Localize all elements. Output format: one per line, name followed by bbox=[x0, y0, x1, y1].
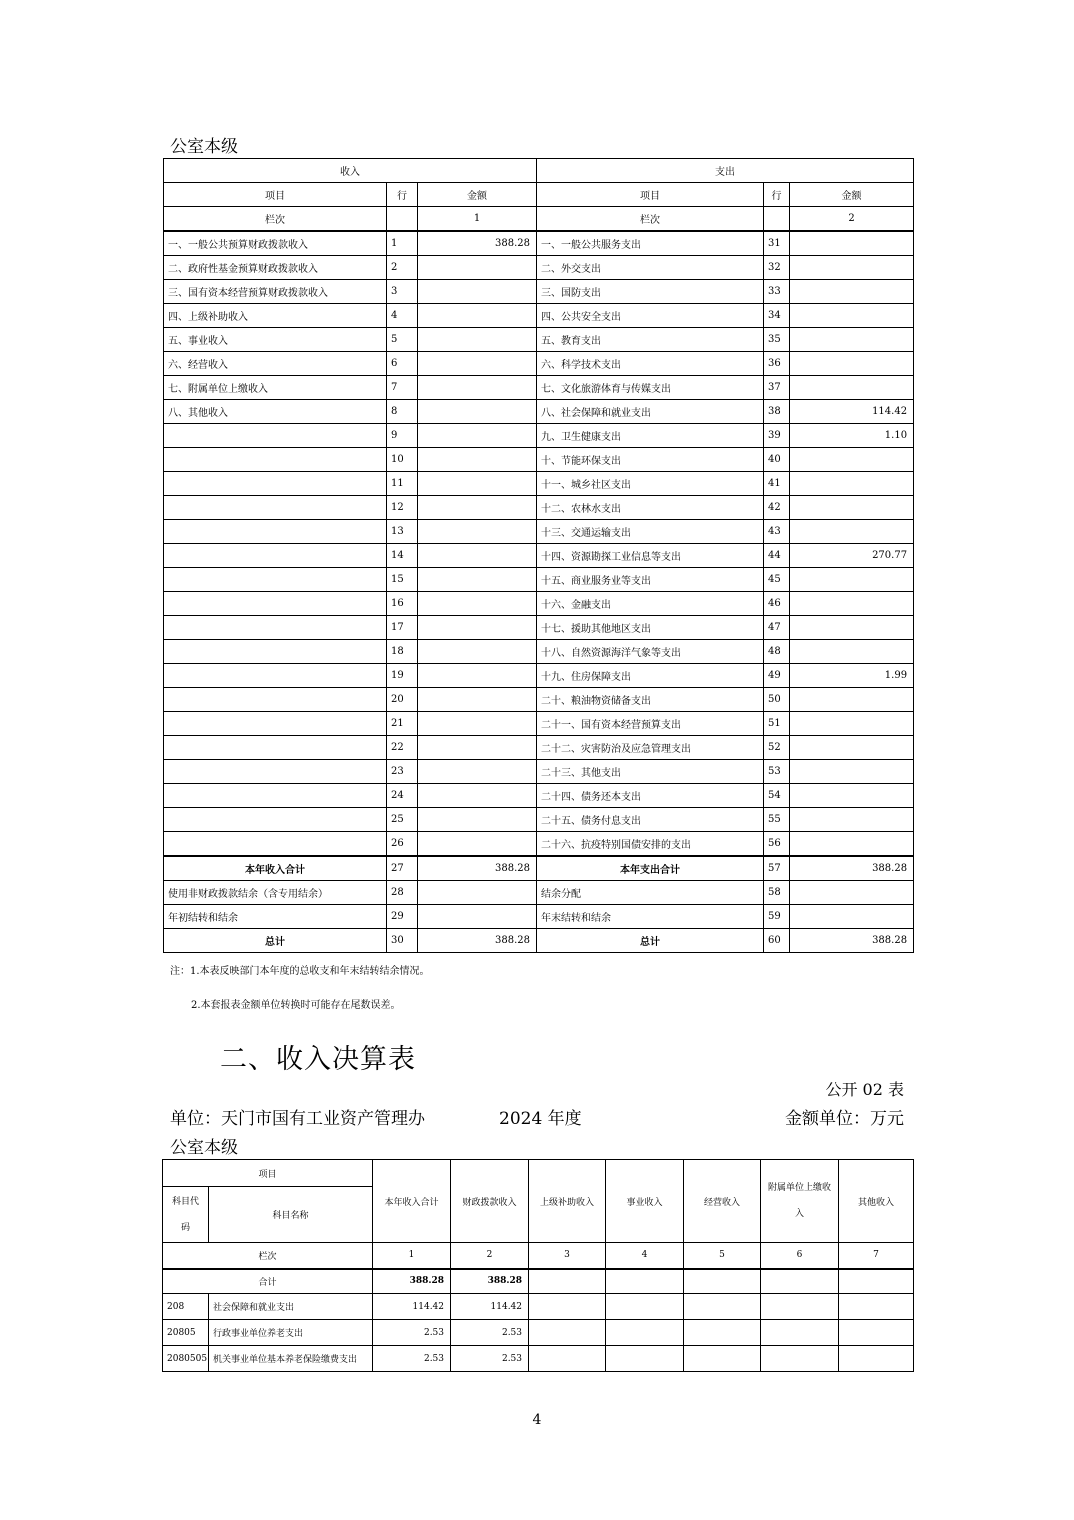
expense-amount bbox=[790, 280, 914, 304]
income-amount bbox=[418, 256, 537, 280]
income-row-no: 23 bbox=[387, 760, 418, 784]
table-row bbox=[164, 280, 914, 304]
expense-amount bbox=[790, 832, 914, 857]
table-row bbox=[164, 496, 914, 520]
table-row bbox=[164, 400, 914, 424]
income-row-no: 12 bbox=[387, 496, 418, 520]
expense-item: 九、卫生健康支出 bbox=[537, 424, 764, 448]
expense-item: 年末结转和结余 bbox=[537, 905, 764, 929]
income-item bbox=[164, 784, 387, 808]
income-item bbox=[164, 760, 387, 784]
income-amount bbox=[418, 832, 537, 857]
income-amount bbox=[418, 616, 537, 640]
table-row bbox=[164, 640, 914, 664]
expense-item: 十一、城乡社区支出 bbox=[537, 472, 764, 496]
income-item bbox=[164, 712, 387, 736]
income-amount: 388.28 bbox=[418, 856, 537, 881]
expense-row-no: 34 bbox=[764, 304, 790, 328]
income-col-row: 行 bbox=[387, 183, 418, 207]
table-row bbox=[164, 808, 914, 832]
expense-amount bbox=[790, 520, 914, 544]
expense-row-no: 39 bbox=[764, 424, 790, 448]
expense-row-no: 48 bbox=[764, 640, 790, 664]
amount-cell bbox=[529, 1294, 606, 1320]
amount-cell bbox=[761, 1320, 839, 1346]
expense-amount: 114.42 bbox=[790, 400, 914, 424]
expense-row-no: 36 bbox=[764, 352, 790, 376]
expense-row-no: 46 bbox=[764, 592, 790, 616]
t2-total-value bbox=[606, 1269, 684, 1294]
income-amount bbox=[418, 688, 537, 712]
income-item: 总计 bbox=[164, 929, 387, 953]
t2-header-item: 项目 bbox=[163, 1160, 373, 1187]
income-amount bbox=[418, 760, 537, 784]
expense-row-no: 49 bbox=[764, 664, 790, 688]
table-row bbox=[164, 520, 914, 544]
amount-cell bbox=[606, 1320, 684, 1346]
expense-item: 二十、粮油物资储备支出 bbox=[537, 688, 764, 712]
income-item bbox=[164, 568, 387, 592]
expense-col-row: 行 bbox=[764, 183, 790, 207]
table-row bbox=[164, 712, 914, 736]
expense-item: 十三、交通运输支出 bbox=[537, 520, 764, 544]
expense-amount bbox=[790, 616, 914, 640]
amount-cell bbox=[529, 1346, 606, 1372]
income-amount bbox=[418, 544, 537, 568]
t2-col-total: 本年收入合计 bbox=[373, 1160, 451, 1243]
amount-cell bbox=[684, 1320, 761, 1346]
expense-item: 八、社会保障和就业支出 bbox=[537, 400, 764, 424]
income-item: 二、政府性基金预算财政拨款收入 bbox=[164, 256, 387, 280]
t2-total-value bbox=[761, 1269, 839, 1294]
amount-cell bbox=[839, 1320, 914, 1346]
income-amount bbox=[418, 520, 537, 544]
t2-col-num: 5 bbox=[684, 1243, 761, 1269]
table-row bbox=[163, 1294, 914, 1320]
income-row-no: 17 bbox=[387, 616, 418, 640]
income-row-no: 9 bbox=[387, 424, 418, 448]
table-row bbox=[164, 256, 914, 280]
expense-amount bbox=[790, 760, 914, 784]
income-amount bbox=[418, 712, 537, 736]
income-row-no: 7 bbox=[387, 376, 418, 400]
amount-cell: 114.42 bbox=[451, 1294, 529, 1320]
income-amount bbox=[418, 496, 537, 520]
income-row-no: 3 bbox=[387, 280, 418, 304]
income-item: 本年收入合计 bbox=[164, 856, 387, 881]
expense-row-no: 59 bbox=[764, 905, 790, 929]
expense-item: 六、科学技术支出 bbox=[537, 352, 764, 376]
amount-cell bbox=[684, 1346, 761, 1372]
expense-amount bbox=[790, 472, 914, 496]
expense-lanci-label: 栏次 bbox=[537, 207, 764, 232]
subject-name: 机关事业单位基本养老保险缴费支出 bbox=[209, 1346, 373, 1372]
expense-amount: 270.77 bbox=[790, 544, 914, 568]
income-amount: 388.28 bbox=[418, 929, 537, 953]
income-amount bbox=[418, 424, 537, 448]
amount-cell: 2.53 bbox=[451, 1346, 529, 1372]
expense-row-no: 33 bbox=[764, 280, 790, 304]
table-row bbox=[164, 905, 914, 929]
expense-item: 四、公共安全支出 bbox=[537, 304, 764, 328]
amount-cell bbox=[529, 1320, 606, 1346]
income-item bbox=[164, 592, 387, 616]
money-unit: 金额单位：万元 bbox=[785, 1109, 904, 1129]
t2-col-num: 3 bbox=[529, 1243, 606, 1269]
expense-item: 二十六、抗疫特别国债安排的支出 bbox=[537, 832, 764, 857]
amount-cell bbox=[761, 1294, 839, 1320]
income-row-no: 6 bbox=[387, 352, 418, 376]
table-row bbox=[164, 376, 914, 400]
expense-row-no: 40 bbox=[764, 448, 790, 472]
table-row bbox=[164, 760, 914, 784]
expense-amount bbox=[790, 640, 914, 664]
income-item bbox=[164, 808, 387, 832]
expense-amount bbox=[790, 328, 914, 352]
expense-lanci-row bbox=[764, 207, 790, 232]
t2-total-value bbox=[839, 1269, 914, 1294]
table-row bbox=[164, 784, 914, 808]
expense-amount bbox=[790, 592, 914, 616]
expense-row-no: 57 bbox=[764, 856, 790, 881]
expense-row-no: 35 bbox=[764, 328, 790, 352]
table-row bbox=[164, 568, 914, 592]
expense-amount bbox=[790, 712, 914, 736]
expense-item: 三、国防支出 bbox=[537, 280, 764, 304]
unit-label: 单位：天门市国有工业资产管理办 bbox=[170, 1109, 425, 1129]
expense-item: 结余分配 bbox=[537, 881, 764, 905]
income-lanci-row bbox=[387, 207, 418, 232]
income-item bbox=[164, 688, 387, 712]
income-amount bbox=[418, 808, 537, 832]
income-item: 四、上级补助收入 bbox=[164, 304, 387, 328]
expense-item: 一、一般公共服务支出 bbox=[537, 231, 764, 256]
table-row bbox=[164, 592, 914, 616]
t2-header-code-line1: 科目代 bbox=[171, 1196, 199, 1207]
income-amount bbox=[418, 881, 537, 905]
expense-item: 十六、金融支出 bbox=[537, 592, 764, 616]
expense-row-no: 42 bbox=[764, 496, 790, 520]
income-item bbox=[164, 448, 387, 472]
income-header: 收入 bbox=[164, 159, 537, 183]
income-row-no: 4 bbox=[387, 304, 418, 328]
income-item: 三、国有资本经营预算财政拨款收入 bbox=[164, 280, 387, 304]
income-item bbox=[164, 736, 387, 760]
expense-item: 二十四、债务还本支出 bbox=[537, 784, 764, 808]
expense-amount bbox=[790, 376, 914, 400]
income-amount: 388.28 bbox=[418, 231, 537, 256]
expense-row-no: 47 bbox=[764, 616, 790, 640]
income-row-no: 20 bbox=[387, 688, 418, 712]
expense-col-amount: 金额 bbox=[790, 183, 914, 207]
t2-total-value bbox=[529, 1269, 606, 1294]
expense-item: 总计 bbox=[537, 929, 764, 953]
expense-item: 二十二、灾害防治及应急管理支出 bbox=[537, 736, 764, 760]
expense-amount bbox=[790, 352, 914, 376]
note-1: 注：1.本表反映部门本年度的总收支和年末结转结余情况。 bbox=[170, 966, 430, 977]
expense-amount bbox=[790, 304, 914, 328]
table-row bbox=[163, 1346, 914, 1372]
income-amount bbox=[418, 400, 537, 424]
income-amount bbox=[418, 328, 537, 352]
expense-amount bbox=[790, 496, 914, 520]
income-item bbox=[164, 832, 387, 857]
t2-col-superior: 上级补助收入 bbox=[529, 1160, 606, 1243]
subject-code: 208 bbox=[163, 1294, 209, 1320]
expense-item: 十五、商业服务业等支出 bbox=[537, 568, 764, 592]
table-row bbox=[164, 856, 914, 881]
note-2: 2.本套报表金额单位转换时可能存在尾数误差。 bbox=[191, 1000, 401, 1011]
unit-continuation: 公室本级 bbox=[170, 137, 238, 157]
expense-item: 二十一、国有资本经营预算支出 bbox=[537, 712, 764, 736]
income-row-no: 29 bbox=[387, 905, 418, 929]
expense-item: 十四、资源勘探工业信息等支出 bbox=[537, 544, 764, 568]
expense-item: 二十五、债务付息支出 bbox=[537, 808, 764, 832]
expense-row-no: 52 bbox=[764, 736, 790, 760]
expense-amount bbox=[790, 881, 914, 905]
expense-row-no: 45 bbox=[764, 568, 790, 592]
expense-amount: 388.28 bbox=[790, 929, 914, 953]
expense-amount bbox=[790, 808, 914, 832]
income-amount bbox=[418, 472, 537, 496]
expense-amount bbox=[790, 448, 914, 472]
unit-continuation-2: 公室本级 bbox=[170, 1138, 238, 1158]
income-col-item: 项目 bbox=[164, 183, 387, 207]
expense-row-no: 41 bbox=[764, 472, 790, 496]
expense-item: 五、教育支出 bbox=[537, 328, 764, 352]
income-row-no: 25 bbox=[387, 808, 418, 832]
income-item: 八、其他收入 bbox=[164, 400, 387, 424]
income-amount bbox=[418, 736, 537, 760]
expense-row-no: 53 bbox=[764, 760, 790, 784]
expense-row-no: 54 bbox=[764, 784, 790, 808]
expense-item: 本年支出合计 bbox=[537, 856, 764, 881]
t2-total-label: 合计 bbox=[163, 1269, 373, 1294]
expense-item: 十九、住房保障支出 bbox=[537, 664, 764, 688]
t2-col-other: 其他收入 bbox=[839, 1160, 914, 1243]
expense-amount bbox=[790, 256, 914, 280]
table-row bbox=[164, 616, 914, 640]
income-row-no: 22 bbox=[387, 736, 418, 760]
income-row-no: 26 bbox=[387, 832, 418, 857]
table-row bbox=[164, 832, 914, 857]
expense-row-no: 37 bbox=[764, 376, 790, 400]
expense-item: 二十三、其他支出 bbox=[537, 760, 764, 784]
income-row-no: 13 bbox=[387, 520, 418, 544]
income-item bbox=[164, 424, 387, 448]
income-row-no: 8 bbox=[387, 400, 418, 424]
income-item bbox=[164, 544, 387, 568]
expense-lanci-no: 2 bbox=[790, 207, 914, 232]
form-code: 公开 02 表 bbox=[825, 1080, 904, 1099]
t2-col-num: 6 bbox=[761, 1243, 839, 1269]
income-item: 五、事业收入 bbox=[164, 328, 387, 352]
income-amount bbox=[418, 448, 537, 472]
subject-code: 2080505 bbox=[163, 1346, 209, 1372]
income-row-no: 18 bbox=[387, 640, 418, 664]
expense-row-no: 44 bbox=[764, 544, 790, 568]
table-row bbox=[164, 929, 914, 953]
expense-row-no: 58 bbox=[764, 881, 790, 905]
income-item bbox=[164, 616, 387, 640]
income-amount bbox=[418, 568, 537, 592]
income-amount bbox=[418, 664, 537, 688]
expense-row-no: 56 bbox=[764, 832, 790, 857]
expense-amount: 388.28 bbox=[790, 856, 914, 881]
income-item bbox=[164, 664, 387, 688]
amount-cell bbox=[761, 1346, 839, 1372]
table-row bbox=[164, 304, 914, 328]
expense-row-no: 32 bbox=[764, 256, 790, 280]
subject-name: 社会保障和就业支出 bbox=[209, 1294, 373, 1320]
income-amount bbox=[418, 352, 537, 376]
expense-item: 十八、自然资源海洋气象等支出 bbox=[537, 640, 764, 664]
income-item bbox=[164, 640, 387, 664]
expense-amount bbox=[790, 688, 914, 712]
t2-header-code-line2: 码 bbox=[180, 1222, 190, 1233]
expense-amount bbox=[790, 784, 914, 808]
income-row-no: 28 bbox=[387, 881, 418, 905]
report-year: 2024 年度 bbox=[499, 1109, 582, 1129]
income-row-no: 16 bbox=[387, 592, 418, 616]
t2-col-affiliated-line2: 入 bbox=[795, 1209, 805, 1219]
expense-item: 二、外交支出 bbox=[537, 256, 764, 280]
income-amount bbox=[418, 784, 537, 808]
income-amount bbox=[418, 640, 537, 664]
income-item: 六、经营收入 bbox=[164, 352, 387, 376]
income-amount bbox=[418, 280, 537, 304]
income-amount bbox=[418, 304, 537, 328]
income-item: 七、附属单位上缴收入 bbox=[164, 376, 387, 400]
expense-row-no: 31 bbox=[764, 231, 790, 256]
income-row-no: 1 bbox=[387, 231, 418, 256]
t2-total-value: 388.28 bbox=[373, 1269, 451, 1294]
income-item: 一、一般公共预算财政拨款收入 bbox=[164, 231, 387, 256]
income-amount bbox=[418, 376, 537, 400]
amount-cell bbox=[839, 1294, 914, 1320]
income-row-no: 2 bbox=[387, 256, 418, 280]
amount-cell bbox=[606, 1346, 684, 1372]
expense-amount bbox=[790, 736, 914, 760]
t2-col-operating: 经营收入 bbox=[684, 1160, 761, 1243]
income-item: 使用非财政拨款结余（含专用结余） bbox=[164, 881, 387, 905]
expense-amount bbox=[790, 568, 914, 592]
page-number: 4 bbox=[532, 1412, 542, 1428]
income-row-no: 21 bbox=[387, 712, 418, 736]
income-final-accounts-table bbox=[162, 1159, 914, 1372]
amount-cell: 2.53 bbox=[451, 1320, 529, 1346]
table-row bbox=[164, 448, 914, 472]
t2-col-num: 7 bbox=[839, 1243, 914, 1269]
amount-cell bbox=[606, 1294, 684, 1320]
t2-lanci-label: 栏次 bbox=[163, 1243, 373, 1269]
expense-item: 十、节能环保支出 bbox=[537, 448, 764, 472]
expense-row-no: 43 bbox=[764, 520, 790, 544]
income-row-no: 27 bbox=[387, 856, 418, 881]
amount-cell: 114.42 bbox=[373, 1294, 451, 1320]
income-item bbox=[164, 520, 387, 544]
income-expense-summary-table bbox=[163, 158, 914, 953]
expense-col-item: 项目 bbox=[537, 183, 764, 207]
amount-cell bbox=[839, 1346, 914, 1372]
expense-amount: 1.99 bbox=[790, 664, 914, 688]
expense-amount: 1.10 bbox=[790, 424, 914, 448]
income-row-no: 30 bbox=[387, 929, 418, 953]
expense-amount bbox=[790, 905, 914, 929]
table-row bbox=[164, 472, 914, 496]
amount-cell: 2.53 bbox=[373, 1346, 451, 1372]
t2-total-value: 388.28 bbox=[451, 1269, 529, 1294]
t2-col-business: 事业收入 bbox=[606, 1160, 684, 1243]
expense-row-no: 60 bbox=[764, 929, 790, 953]
t2-col-num: 4 bbox=[606, 1243, 684, 1269]
expense-item: 七、文化旅游体育与传媒支出 bbox=[537, 376, 764, 400]
subject-code: 20805 bbox=[163, 1320, 209, 1346]
t2-total-value bbox=[684, 1269, 761, 1294]
income-item bbox=[164, 496, 387, 520]
t2-col-num: 2 bbox=[451, 1243, 529, 1269]
amount-cell bbox=[684, 1294, 761, 1320]
income-row-no: 10 bbox=[387, 448, 418, 472]
income-row-no: 11 bbox=[387, 472, 418, 496]
table-row bbox=[164, 544, 914, 568]
amount-cell: 2.53 bbox=[373, 1320, 451, 1346]
table-row bbox=[164, 231, 914, 256]
table-row bbox=[164, 352, 914, 376]
expense-item: 十二、农林水支出 bbox=[537, 496, 764, 520]
expense-amount bbox=[790, 231, 914, 256]
income-item bbox=[164, 472, 387, 496]
income-amount bbox=[418, 905, 537, 929]
income-item: 年初结转和结余 bbox=[164, 905, 387, 929]
t2-col-affiliated bbox=[761, 1160, 839, 1243]
t2-header-code bbox=[163, 1187, 209, 1243]
table-row bbox=[163, 1320, 914, 1346]
income-row-no: 24 bbox=[387, 784, 418, 808]
income-col-amount: 金额 bbox=[418, 183, 537, 207]
table-row bbox=[164, 736, 914, 760]
table-row bbox=[164, 881, 914, 905]
expense-row-no: 50 bbox=[764, 688, 790, 712]
income-row-no: 15 bbox=[387, 568, 418, 592]
table-row bbox=[164, 424, 914, 448]
expense-row-no: 55 bbox=[764, 808, 790, 832]
subject-name: 行政事业单位养老支出 bbox=[209, 1320, 373, 1346]
income-amount bbox=[418, 592, 537, 616]
t2-col-num: 1 bbox=[373, 1243, 451, 1269]
table-row bbox=[164, 688, 914, 712]
income-row-no: 5 bbox=[387, 328, 418, 352]
t2-col-fiscal: 财政拨款收入 bbox=[451, 1160, 529, 1243]
section-title: 二、收入决算表 bbox=[220, 1044, 416, 1075]
table-row bbox=[164, 328, 914, 352]
income-lanci-label: 栏次 bbox=[164, 207, 387, 232]
expense-row-no: 51 bbox=[764, 712, 790, 736]
expense-row-no: 38 bbox=[764, 400, 790, 424]
table-row bbox=[164, 664, 914, 688]
income-row-no: 19 bbox=[387, 664, 418, 688]
t2-header-name: 科目名称 bbox=[209, 1187, 373, 1243]
income-row-no: 14 bbox=[387, 544, 418, 568]
t2-col-affiliated-line1: 附属单位上缴收 bbox=[768, 1183, 832, 1193]
expense-item: 十七、援助其他地区支出 bbox=[537, 616, 764, 640]
income-lanci-no: 1 bbox=[418, 207, 537, 232]
expense-header: 支出 bbox=[537, 159, 914, 183]
